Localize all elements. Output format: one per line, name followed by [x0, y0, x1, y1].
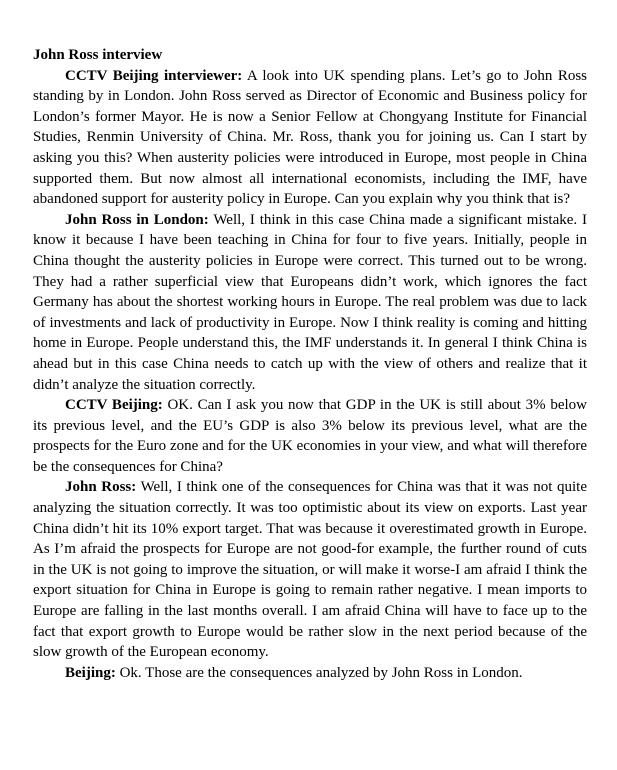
paragraph-ross-answer-2: [33, 477, 587, 662]
paragraph-text: Well, I think in this case China made a significant mistake. I know it because I have been teaching in China for four to five years. Initially, people in China thought the austerity policies in Europe were correct. This turned out to be wrong. They had a rather superficial view that Europeans didn’t work, which ignores the fact Germany has about the shortest working hours in Europe. The real problem was due to lack of investments and lack of productivity in Europe. Now I think reality is coming and hitting home in Europe. People understand this, the IMF understands it. In general I think China is ahead but in this case China needs to catch up with the view of others and realize that it didn’t analyze the situation correctly.: [33, 211, 587, 393]
paragraph-text: A look into UK spending plans. Let’s go to John Ross standing by in London. John Ross served as Director of Economic and Business policy for London’s former Mayor. He is now a Senior Fellow at Chongyang Institute for Financial Studies, Renmin University of China. Mr. Ross, thank you for joining us. Can I start by asking you this? When austerity policies were introduced in Europe, most people in China supported them. But now almost all international economists, including the IMF, have abandoned support for austerity policy in Europe. Can you explain why you think that is?: [33, 67, 587, 208]
speaker-label: CCTV Beijing:: [65, 397, 163, 414]
paragraph-text: Well, I think one of the consequences for China was that it was not quite analyzing the situation correctly. It was too optimistic about its view on exports. Last year China didn’t hit its 10% export target. That was because it overestimated growth in Europe. As I’m afraid the prospects for Europe are not good-for example, the further round of cuts in the UK is not going to improve the situation, or will make it worse-I am afraid I think the export situation for China in Europe is going to remain rather negative. I mean imports to Europe are falling in the last months overall. I am afraid China will have to face up to the fact that export growth to Europe would be rather slow in the next period because of the slow growth of the European economy.: [33, 479, 587, 661]
speaker-label: John Ross in London:: [65, 211, 209, 228]
paragraph-text: Ok. Those are the consequences analyzed by John Ross in London.: [115, 664, 523, 681]
paragraph-closing: [33, 663, 587, 684]
document-page: [33, 45, 587, 683]
paragraph-ross-answer-1: [33, 210, 587, 395]
speaker-label: Beijing:: [65, 664, 116, 681]
speaker-label: John Ross:: [65, 479, 137, 496]
paragraph-interviewer-intro: [33, 66, 587, 210]
document-title: John Ross interview: [33, 47, 163, 63]
paragraph-text: OK. Can I ask you now that GDP in the UK is still about 3% below its previous level, and the EU’s GDP is also 3% below its previous level, what are the prospects for the Euro zone and for the UK economies in your view, and what will therefore be the consequences for China?: [33, 397, 587, 475]
speaker-label: CCTV Beijing interviewer:: [65, 67, 243, 84]
paragraph-interviewer-question-2: [33, 395, 587, 477]
